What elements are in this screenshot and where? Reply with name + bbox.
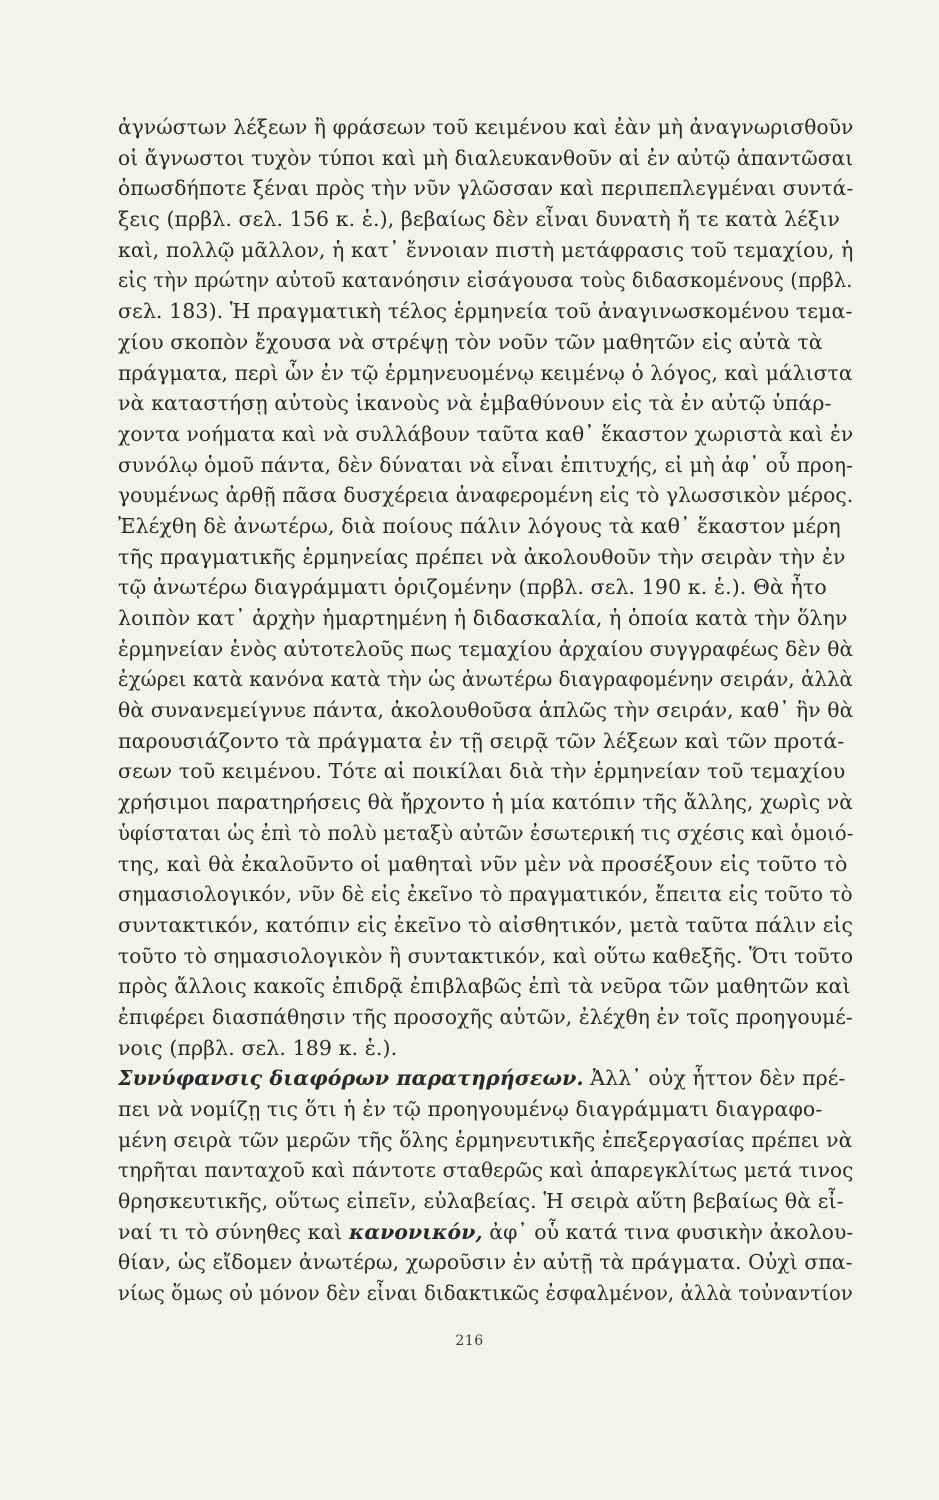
text-line: χρήσιμοι παρατηρήσεις θὰ ἤρχοντο ἡ μία κατόπιν τῆς ἄλλης, χωρὶς νὰ	[118, 790, 854, 815]
text-line: ὁπωσδήποτε ξέναι πρὸς τὴν νῦν γλῶσσαν καὶ περιπεπλεγμέναι συντά-	[118, 176, 854, 201]
kanonikon-emphasis: κανονικόν,	[348, 1219, 483, 1244]
text-line: συνόλῳ ὁμοῦ πάντα, δὲν δύναται νὰ εἶναι ἐπιτυχής, εἰ μὴ ἀφ᾽ οὗ προη-	[118, 452, 853, 477]
text-line: καὶ, πολλῷ μᾶλλον, ἡ κατ᾽ ἔννοιαν πιστὴ μετάφρασις τοῦ τεμαχίου, ἡ	[118, 237, 854, 262]
text-line: θίαν, ὡς εἴδομεν ἀνωτέρω, χωροῦσιν ἐν αὐτῇ τὰ πράγματα. Οὐχὶ σπα-	[118, 1250, 853, 1275]
kanonikon-post: ἀφ᾽ οὗ κατά τινα φυσικὴν ἀκολου-	[489, 1219, 854, 1244]
text-line: παρουσιάζοντο τὰ πράγματα ἐν τῇ σειρᾷ τῶν λέξεων καὶ τῶν προτά-	[118, 728, 845, 753]
text-line: Ἐλέχθη δὲ ἀνωτέρω, διὰ ποίους πάλιν λόγους τὰ καθ᾽ ἕκαστον μέρη	[118, 513, 841, 538]
text-line: σελ. 183). Ἡ πραγματικὴ τέλος ἑρμηνεία τοῦ ἀναγινωσκομένου τεμα-	[118, 299, 853, 324]
text-line: θὰ συνανεμείγνυε πάντα, ἀκολουθοῦσα ἁπλῶς τὴν σειράν, καθ᾽ ἣν θὰ	[118, 698, 854, 723]
kanonikon-pre: ναί τι τὸ σύνηθες καὶ	[118, 1219, 343, 1244]
text-line: χοντα νοήματα καὶ νὰ συλλάβουν ταῦτα καθ᾽ ἕκαστον χωριστὰ καὶ ἐν	[118, 421, 854, 446]
page-number: 216	[455, 1333, 484, 1349]
body-text	[118, 112, 853, 1309]
text-line: λοιπὸν κατ᾽ ἀρχὴν ἡμαρτημένη ἡ διδασκαλία, ἡ ὁποία κατὰ τὴν ὅλην	[118, 606, 848, 630]
text-line: ἐχώρει κατὰ κανόνα κατὰ τὴν ὡς ἀνωτέρω διαγραφομένην σειράν, ἀλλὰ	[118, 667, 853, 692]
text-line: τῷ ἀνωτέρω διαγράμματι ὁριζομένην (πρβλ. σελ. 190 κ. ἑ.). Θὰ ἦτο	[118, 575, 827, 600]
text-line: πράγματα, περὶ ὧν ἐν τῷ ἑρμηνευομένῳ κειμένῳ ὁ λόγος, καὶ μάλιστα	[118, 360, 853, 385]
text-line: θρησκευτικῆς, οὕτως εἰπεῖν, εὐλαβείας. Ἡ σειρὰ αὕτη βεβαίως θὰ εἶ-	[118, 1189, 844, 1214]
text-line: ἀγνώστων λέξεων ἢ φράσεων τοῦ κειμένου καὶ ἐὰν μὴ ἀναγνωρισθοῦν	[118, 115, 854, 139]
text-line: ξεις (πρβλ. σελ. 156 κ. ἑ.), βεβαίως δὲν εἶναι δυνατὴ ἤ τε κατὰ λέξιν	[118, 207, 840, 232]
text-line: σημασιολογικόν, νῦν δὲ εἰς ἐκεῖνο τὸ πραγματικόν, ἔπειτα εἰς τοῦτο τὸ	[118, 882, 853, 907]
text-line: πει νὰ νομίζῃ τις ὅτι ἡ ἐν τῷ προηγουμένῳ διαγράμματι διαγραφο-	[118, 1097, 823, 1121]
text-line: τοῦτο τὸ σημασιολογικὸν ἢ συντακτικόν, καὶ οὕτω καθεξῆς. Ὅτι τοῦτο	[118, 943, 854, 968]
section-heading: Συνύφανσις διαφόρων παρατηρήσεων.	[118, 1066, 584, 1091]
section-first-line-rest: Ἀλλ᾽ οὐχ ἧττον δὲν πρέ-	[590, 1066, 846, 1091]
text-line: ὑφίσταται ὡς ἐπὶ τὸ πολὺ μεταξὺ αὐτῶν ἐσωτερική τις σχέσις καὶ ὁμοιό-	[118, 820, 854, 845]
text-line: πρὸς ἄλλοις κακοῖς ἐπιδρᾷ ἐπιβλαβῶς ἐπὶ τὰ νεῦρα τῶν μαθητῶν καὶ	[118, 974, 851, 999]
text-line: οἱ ἄγνωστοι τυχὸν τύποι καὶ μὴ διαλευκανθοῦν αἱ ἐν αὐτῷ ἀπαντῶσαι	[118, 145, 854, 170]
text-line: συντακτικόν, κατόπιν εἰς ἐκεῖνο τὸ αἰσθητικόν, μετὰ ταῦτα πάλιν εἰς	[118, 912, 854, 937]
text-line: τῆς πραγματικῆς ἑρμηνείας πρέπει νὰ ἀκολουθοῦν τὴν σειρὰν τὴν ἐν	[118, 544, 846, 569]
text-line: νοις (πρβλ. σελ. 189 κ. ἑ.).	[118, 1035, 398, 1060]
text-line: της, καὶ θὰ ἐκαλοῦντο οἱ μαθηταὶ νῦν μὲν νὰ προσέξουν εἰς τοῦτο τὸ	[118, 851, 848, 876]
text-line: ἑρμηνείαν ἑνὸς αὐτοτελοῦς πως τεμαχίου ἀρχαίου συγγραφέως δὲν θὰ	[118, 636, 854, 661]
text-line: νίως ὅμως οὐ μόνον δὲν εἶναι διδακτικῶς ἐσφαλμένον, ἀλλὰ τοὐναντίον	[118, 1281, 853, 1306]
text-line: σεων τοῦ κειμένου. Τότε αἱ ποικίλαι διὰ τὴν ἑρμηνείαν τοῦ τεμαχίου	[118, 759, 846, 784]
section-first-line	[118, 1063, 853, 1094]
text-line: μένη σειρὰ τῶν μερῶν τῆς ὅλης ἑρμηνευτικῆς ἐπεξεργασίας πρέπει νὰ	[118, 1127, 853, 1152]
text-line-kanonikon	[118, 1217, 854, 1248]
text-line: εἰς τὴν πρώτην αὐτοῦ κατανόησιν εἰσάγουσα τοὺς διδασκομένους (πρβλ.	[118, 268, 853, 293]
text-line: χίου σκοπὸν ἔχουσα νὰ στρέψῃ τὸν νοῦν τῶν μαθητῶν εἰς αὐτὰ τὰ	[118, 329, 823, 354]
text-line: γουμένως ἀρθῇ πᾶσα δυσχέρεια ἀναφερομένη εἰς τὸ γλωσσικὸν μέρος.	[118, 483, 854, 508]
text-line: νὰ καταστήσῃ αὐτοὺς ἱκανοὺς νὰ ἐμβαθύνουν εἰς τὰ ἐν αὐτῷ ὑπάρ-	[118, 391, 832, 416]
text-line: ἐπιφέρει διασπάθησιν τῆς προσοχῆς αὐτῶν, ἐλέχθη ἐν τοῖς προηγουμέ-	[118, 1004, 853, 1029]
text-line: τηρῆται πανταχοῦ καὶ πάντοτε σταθερῶς καὶ ἀπαρεγκλίτως μετά τινος	[118, 1158, 854, 1183]
